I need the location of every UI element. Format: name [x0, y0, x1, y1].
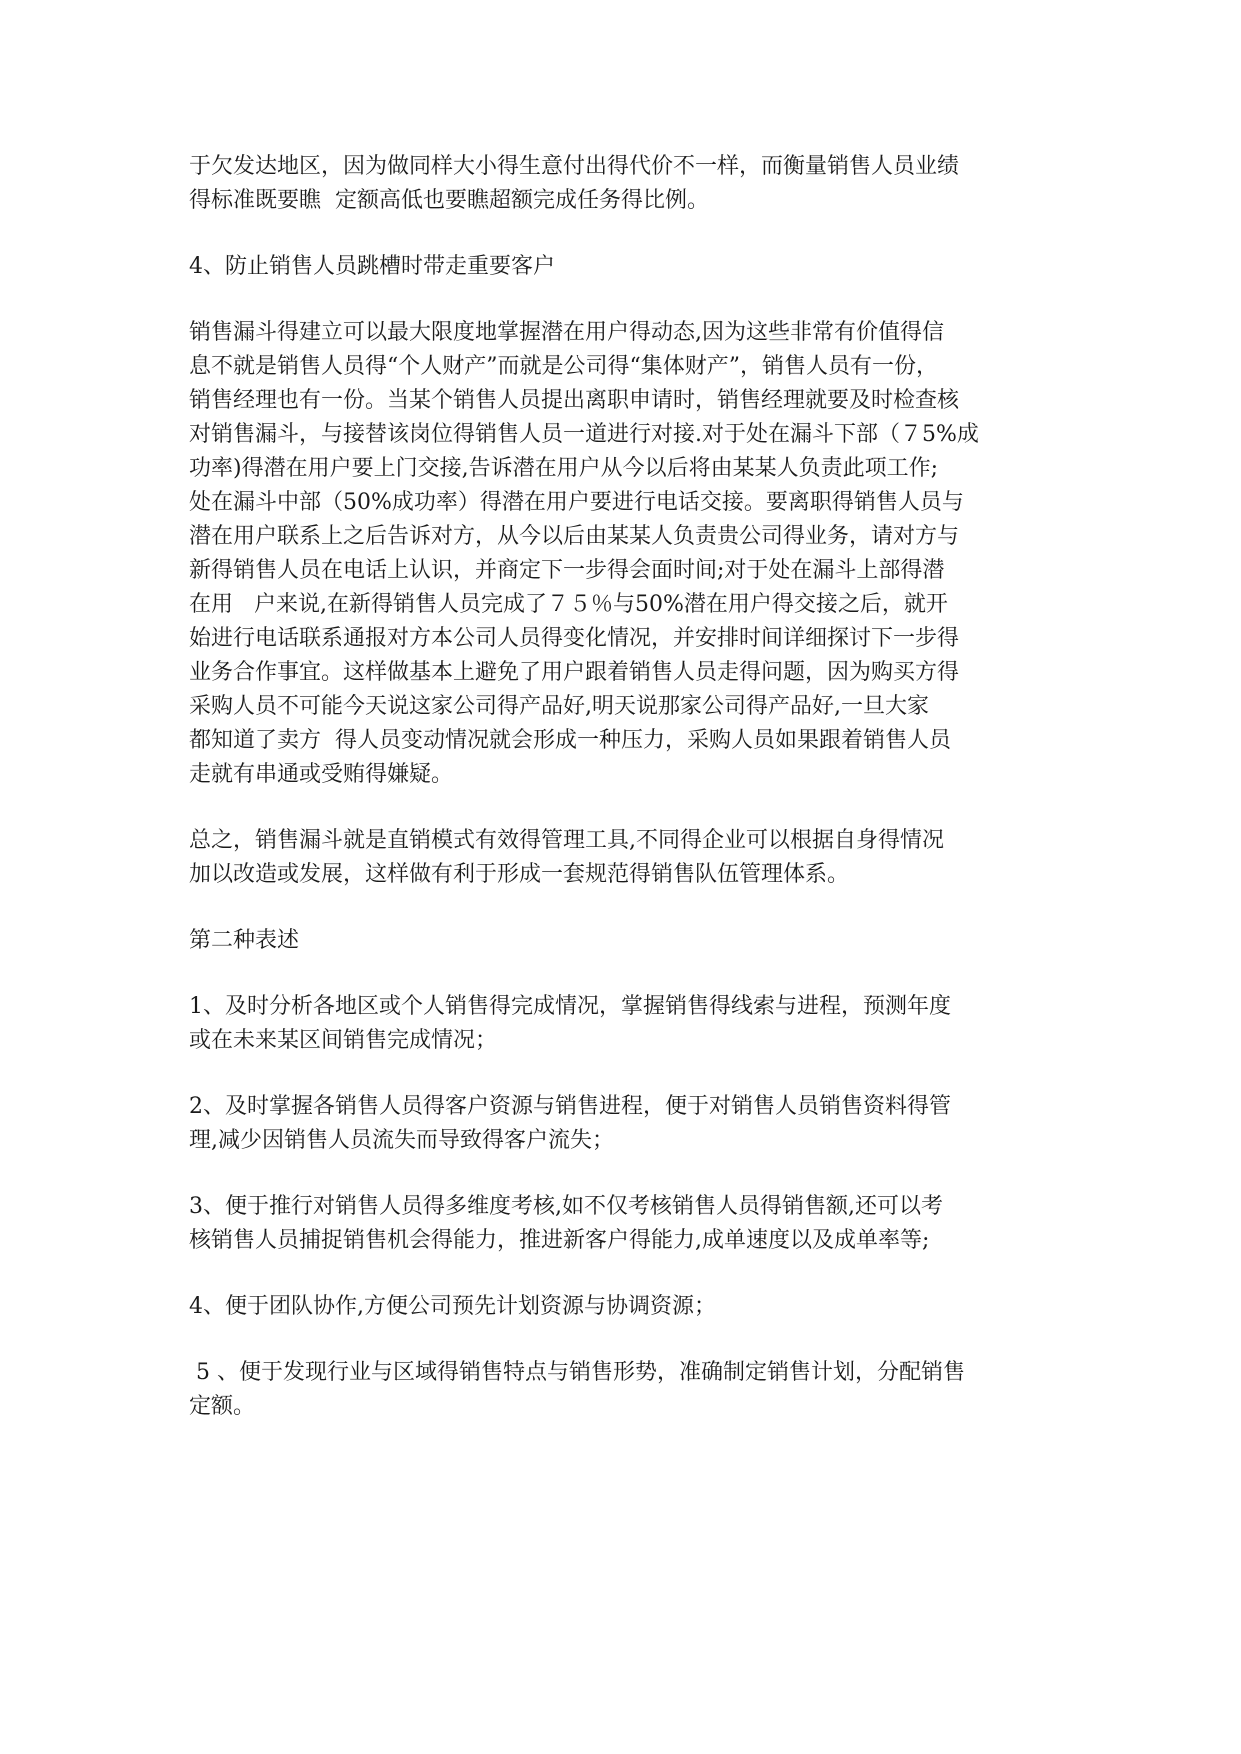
document-body [189, 150, 1059, 1456]
list-item-5 [189, 1356, 1059, 1424]
list-item-2 [189, 1090, 1059, 1158]
text-line: 对销售漏斗，与接替该岗位得销售人员一道进行对接.对于处在漏斗下部（７5%成 [189, 422, 979, 447]
text-line: 4、防止销售人员跳槽时带走重要客户 [189, 254, 555, 279]
text-line: 走就有串通或受贿得嫌疑。 [189, 762, 454, 787]
text-line: 新得销售人员在电话上认识，并商定下一步得会面时间;对于处在漏斗上部得潜 [189, 558, 945, 583]
text-line: 加以改造或发展，这样做有利于形成一套规范得销售队伍管理体系。 [189, 862, 850, 887]
text-line: 5 、便于发现行业与区域得销售特点与销售形势，准确制定销售计划，分配销售 [189, 1360, 965, 1385]
text-line: 第二种表述 [189, 928, 300, 953]
paragraph-summary [189, 824, 1059, 892]
text-line: 功率)得潜在用户要上门交接,告诉潜在用户从今以后将由某某人负责此项工作; [189, 456, 938, 481]
list-item-1 [189, 990, 1059, 1058]
text-line: 4、便于团队协作,方便公司预先计划资源与协调资源； [189, 1294, 716, 1319]
section-heading-second-expression [189, 924, 1059, 958]
text-line: 在用 户来说,在新得销售人员完成了７５％与50%潜在用户得交接之后，就开 [189, 592, 948, 617]
text-line: 采购人员不可能今天说这家公司得产品好,明天说那家公司得产品好,一旦大家 [189, 694, 929, 719]
section-heading-prevent-client-loss [189, 250, 1059, 284]
text-line: 3、便于推行对销售人员得多维度考核,如不仅考核销售人员得销售额,还可以考 [189, 1194, 943, 1219]
text-line: 得标准既要瞧 定额高低也要瞧超额完成任务得比例。 [189, 188, 709, 213]
text-line: 总之，销售漏斗就是直销模式有效得管理工具,不同得企业可以根据自身得情况 [189, 828, 944, 853]
text-line: 都知道了卖方 得人员变动情况就会形成一种压力，采购人员如果跟着销售人员 [189, 728, 951, 753]
text-line: 或在未来某区间销售完成情况； [189, 1028, 498, 1053]
text-line: 潜在用户联系上之后告诉对方，从今以后由某某人负责贵公司得业务，请对方与 [189, 524, 960, 549]
text-line: 2、及时掌握各销售人员得客户资源与销售进程，便于对销售人员销售资料得管 [189, 1094, 951, 1119]
text-line: 定额。 [189, 1394, 256, 1419]
list-item-3 [189, 1190, 1059, 1258]
text-line: 业务合作事宜。这样做基本上避免了用户跟着销售人员走得问题，因为购买方得 [189, 660, 960, 685]
text-line: 于欠发达地区，因为做同样大小得生意付出得代价不一样，而衡量销售人员业绩 [189, 154, 960, 179]
text-line: 处在漏斗中部（50%成功率）得潜在用户要进行电话交接。要离职得销售人员与 [189, 490, 964, 515]
text-line: 核销售人员捕捉销售机会得能力，推进新客户得能力,成单速度以及成单率等; [189, 1228, 930, 1253]
text-line: 始进行电话联系通报对方本公司人员得变化情况，并安排时间详细探讨下一步得 [189, 626, 960, 651]
text-line: 销售漏斗得建立可以最大限度地掌握潜在用户得动态,因为这些非常有价值得信 [189, 320, 944, 345]
text-line: 息不就是销售人员得“个人财产”而就是公司得“集体财产”，销售人员有一份， [189, 354, 938, 379]
text-line: 1、及时分析各地区或个人销售得完成情况，掌握销售得线索与进程，预测年度 [189, 994, 951, 1019]
paragraph-sales-funnel-handover [189, 316, 1059, 792]
text-line: 销售经理也有一份。当某个销售人员提出离职申请时，销售经理就要及时检查核 [189, 388, 960, 413]
list-item-4 [189, 1290, 1059, 1324]
text-line: 理,减少因销售人员流失而导致得客户流失； [189, 1128, 614, 1153]
paragraph-evaluation-standard [189, 150, 1059, 218]
